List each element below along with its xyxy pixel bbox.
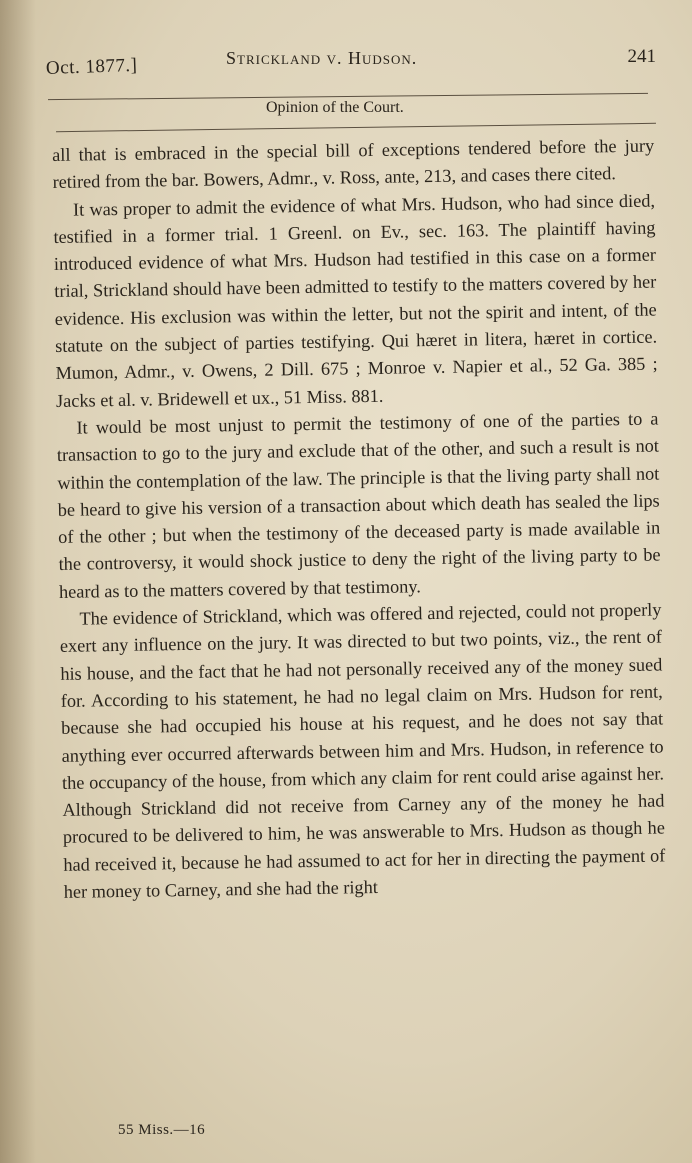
opinion-text <box>52 133 666 907</box>
subheading-rule <box>56 123 656 132</box>
page-number: 241 <box>627 46 656 67</box>
paragraph-continued: all that is embraced in the special bill of exceptions tendered before the jury retired from the bar. Bowers, Admr., v. Ross, ante, 213, and cases there cited. <box>52 135 655 193</box>
running-header <box>45 44 656 79</box>
paragraph: It was proper to admit the evidence of what Mrs. Hudson, who had since died, testified in a former trial. 1 Greenl. on Ev., sec. 163. The plaintiff having introduced evidence of what Mrs. Hudson had testified in this case on a former trial, Strickland should have been admitted to testify to the matters covered by her evidence. His exclusion was within the letter, but not the spirit and intent, of the statute on the subject of parties testifying. Qui hæret in litera, hæret in cortice. Mumon, Admr., v. Owens, 2 Dill. 675 ; Monroe v. Napier et al., 52 Ga. 385 ; Jacks et al. v. Bridewell et ux., 51 Miss. 881. <box>53 190 658 411</box>
binding-shadow <box>0 0 36 1163</box>
signature-mark: 55 Miss.—16 <box>118 1122 206 1138</box>
header-date: Oct. 1877.] <box>45 54 138 79</box>
section-subheading: Opinion of the Court. <box>266 99 404 116</box>
paragraph: The evidence of Strickland, which was offered and rejected, could not properly exert any influence on the jury. It was directed to but two points, viz., the rent of his house, and the fact that he had not personally received any of the money sued for. According to his statement, he had no legal claim on Mrs. Hudson for rent, because she had occupied his house at his request, and he does not say that anything ever occurred afterwards between him and Mrs. Hudson, in reference to the occupancy of the house, from which any claim for rent could arise against her. Although Strickland did not receive from Carney any of the money he had procured to be delivered to him, he was answerable to Mrs. Hudson as though he had received it, because he had assumed to act for her in directing the payment of her money to Carney, and she had the right <box>59 599 666 902</box>
paragraph: It would be most unjust to permit the testimony of one of the parties to a transaction to go to the jury and exclude that of the other, and such a result is not within the contemplation of the law. The principle is that the living party shall not be heard to give his version of a transaction about which death has sealed the lips of the other ; but when the testimony of the deceased party is made available in the controversy, it would shock justice to deny the right of the living party to be heard as to the matters covered by that testimony. <box>56 408 661 602</box>
header-case-title: Strickland v. Hudson. <box>226 48 418 68</box>
